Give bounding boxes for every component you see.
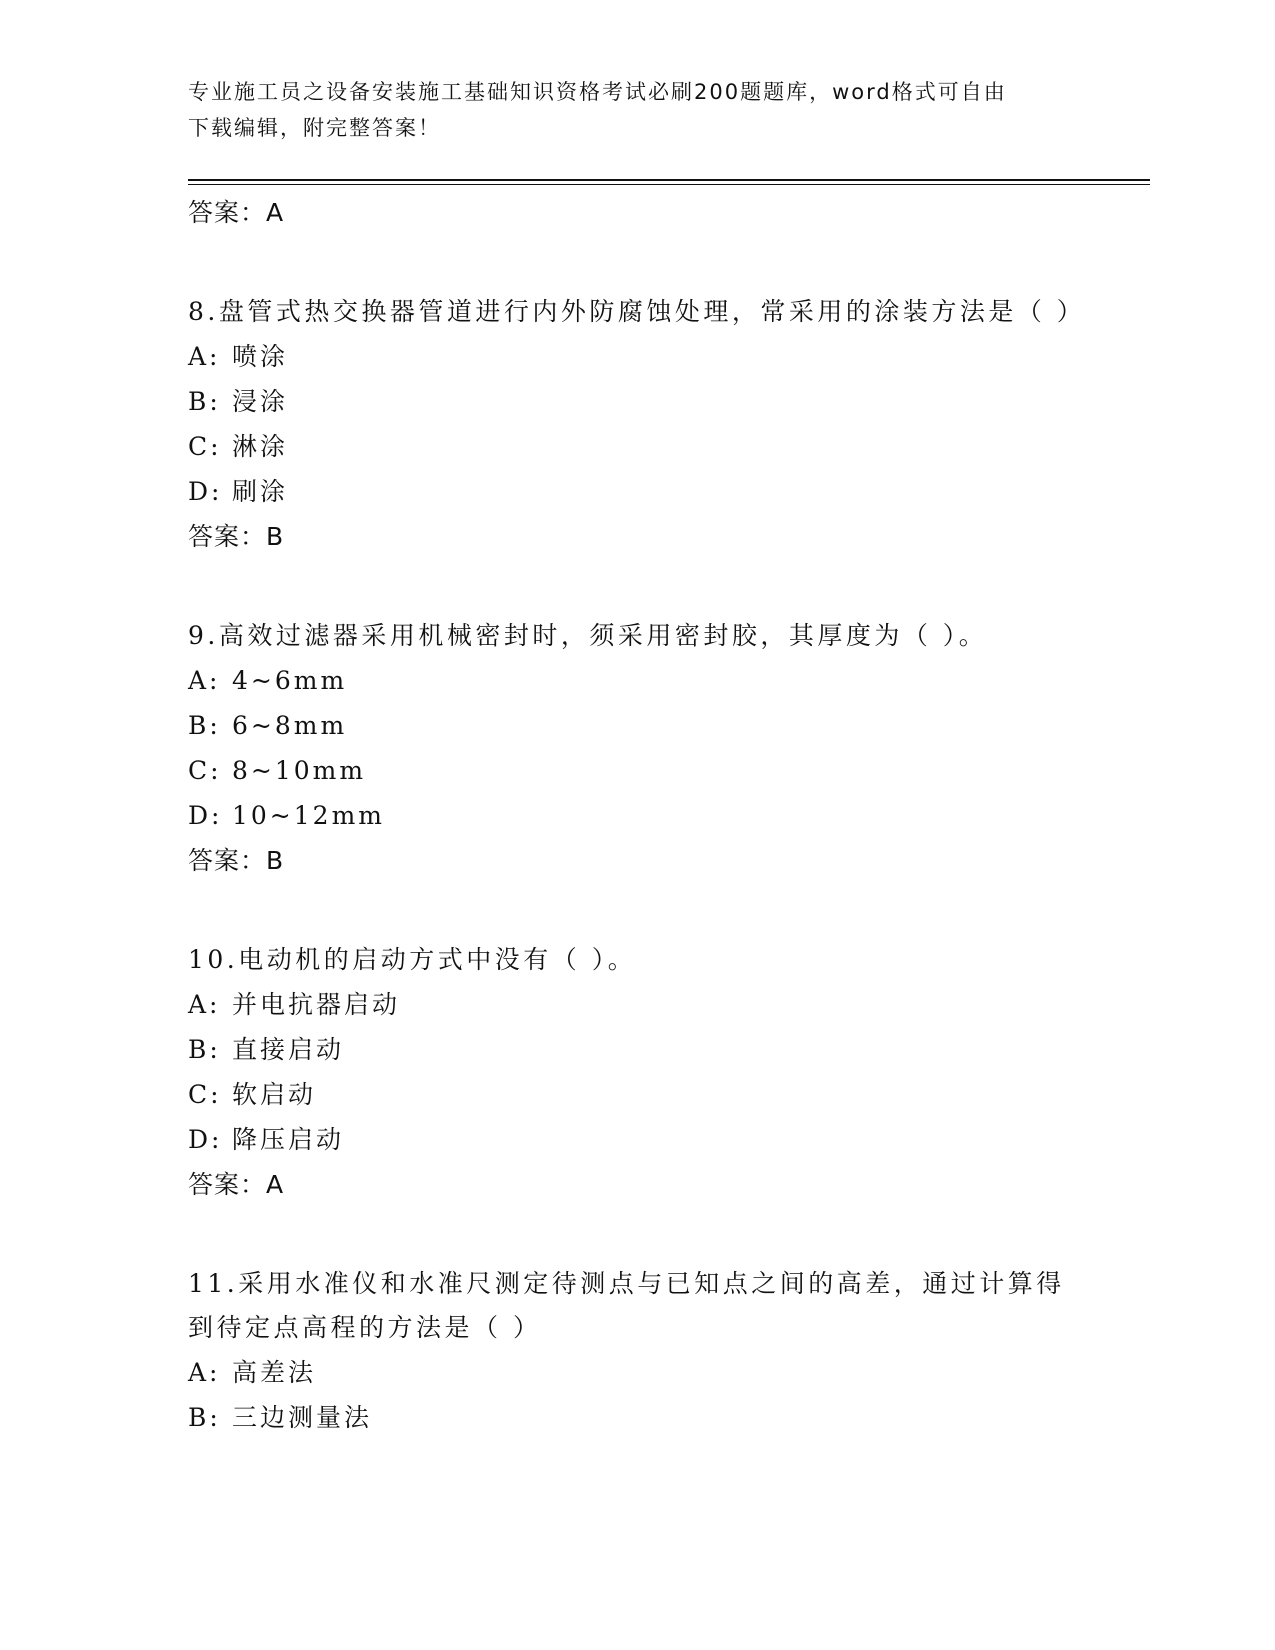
option-a (188, 982, 1088, 1027)
answer-line: 答案：B (188, 846, 285, 875)
option-text: 6~8mm (232, 711, 348, 740)
question-block-8 (188, 290, 1088, 560)
option-letter: B: (188, 711, 221, 740)
header-divider (188, 179, 1150, 181)
option-a (188, 334, 1088, 379)
option-text: 4~6mm (232, 666, 348, 695)
option-text: 高差法 (232, 1358, 317, 1387)
option-text: 三边测量法 (232, 1403, 373, 1432)
header-divider-thin (188, 184, 1150, 185)
option-text: 10~12mm (232, 801, 385, 830)
question-text: 8.盘管式热交换器管道进行内外防腐蚀处理，常采用的涂装方法是（ ） (188, 297, 1086, 326)
option-letter: C: (188, 432, 222, 461)
option-letter: B: (188, 1035, 221, 1064)
page-header (188, 74, 1068, 146)
option-text: 喷涂 (232, 342, 289, 371)
question-text: 9.高效过滤器采用机械密封时，须采用密封胶，其厚度为（ ）。 (188, 621, 988, 650)
option-text: 8~10mm (232, 756, 367, 785)
option-c (188, 1072, 1088, 1117)
option-letter: A: (188, 1358, 221, 1387)
option-b (188, 1027, 1088, 1072)
option-letter: A: (188, 666, 221, 695)
header-line-2: 下载编辑，附完整答案！ (188, 116, 441, 140)
option-letter: C: (188, 756, 222, 785)
option-letter: C: (188, 1080, 222, 1109)
question-text: 10.电动机的启动方式中没有（ ）。 (188, 945, 637, 974)
question-text: 11.采用水准仪和水准尺测定待测点与已知点之间的高差，通过计算得到待定点高程的方法是（ ） (188, 1269, 1065, 1342)
answer-line: 答案：B (188, 522, 285, 551)
answer-line: 答案：A (188, 1170, 285, 1199)
header-line-1: 专业施工员之设备安装施工基础知识资格考试必刷200题题库，word格式可自由 (188, 80, 1007, 104)
question-block-11 (188, 1262, 1088, 1440)
option-c (188, 748, 1088, 793)
option-text: 并电抗器启动 (232, 990, 401, 1019)
option-letter: A: (188, 990, 221, 1019)
option-text: 直接启动 (232, 1035, 345, 1064)
option-letter: D: (188, 801, 223, 830)
option-text: 刷涂 (232, 477, 289, 506)
option-d (188, 793, 1088, 838)
option-d (188, 1117, 1088, 1162)
option-d (188, 469, 1088, 514)
option-letter: B: (188, 1403, 221, 1432)
question-list (188, 190, 1088, 1440)
option-a (188, 1350, 1088, 1395)
option-text: 降压启动 (232, 1125, 345, 1154)
option-letter: A: (188, 342, 221, 371)
question-block-9 (188, 614, 1088, 884)
answer-line: 答案：A (188, 198, 285, 227)
question-block-10 (188, 938, 1088, 1208)
option-letter: B: (188, 387, 221, 416)
option-c (188, 424, 1088, 469)
option-b (188, 1395, 1088, 1440)
option-b (188, 379, 1088, 424)
option-text: 淋涂 (232, 432, 289, 461)
option-text: 浸涂 (232, 387, 289, 416)
option-b (188, 703, 1088, 748)
option-letter: D: (188, 1125, 223, 1154)
option-a (188, 658, 1088, 703)
option-text: 软启动 (232, 1080, 317, 1109)
option-letter: D: (188, 477, 223, 506)
